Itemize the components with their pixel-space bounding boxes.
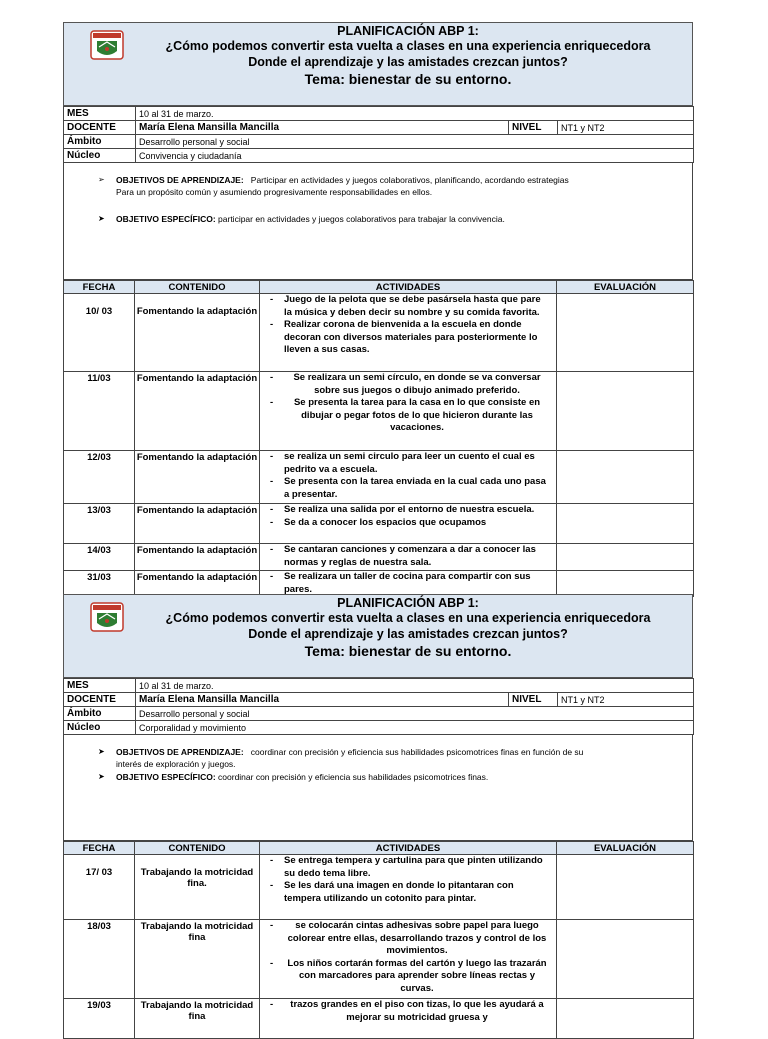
row-date: 19/03: [64, 999, 135, 1039]
mes-label: MES: [64, 107, 136, 121]
nivel-label: NIVEL: [509, 121, 558, 135]
nucleo-value: Convivencia y ciudadanía: [136, 149, 694, 163]
row-content: Fomentando la adaptación: [135, 451, 260, 504]
row-activities: [260, 504, 557, 544]
row-evaluation: [557, 294, 694, 372]
row-evaluation: [557, 544, 694, 571]
arrow-bullet-icon: ➤: [98, 772, 105, 781]
learning-objective-text: Participar en actividades y juegos colaborativos, planificando, acordando estrategias: [250, 175, 569, 185]
info-table: [63, 106, 694, 163]
guiding-question-line2: Donde el aprendizaje y las amistades crezcan juntos?: [248, 627, 568, 641]
guiding-question-line1: ¿Cómo podemos convertir esta vuelta a clases en una experiencia enriquecedora: [165, 39, 651, 53]
row-date: 14/03: [64, 544, 135, 571]
objectives-box: [63, 163, 693, 280]
docente-label: DOCENTE: [64, 693, 136, 707]
plan-title: PLANIFICACIÓN ABP 1:: [337, 596, 479, 610]
table-row: [64, 999, 694, 1039]
learning-objective-text2: Para un propósito común y asumiendo progresivamente responsabilidades en ellos.: [116, 187, 433, 197]
docente-label: DOCENTE: [64, 121, 136, 135]
nivel-value: NT1 y NT2: [558, 121, 694, 135]
learning-objective: [98, 746, 662, 758]
table-row: [64, 571, 694, 597]
header-banner: [63, 22, 693, 106]
specific-objective-label: OBJETIVO ESPECÍFICO:: [116, 772, 216, 782]
learning-objective-text2: interés de exploración y juegos.: [116, 759, 236, 769]
header-contenido: CONTENIDO: [135, 842, 260, 855]
learning-objective-cont: [116, 758, 662, 770]
table-row: [64, 855, 694, 920]
row-content: Fomentando la adaptación: [135, 372, 260, 451]
row-activities: [260, 294, 557, 372]
ambito-label: Ámbito: [64, 707, 136, 721]
learning-objective-label: OBJETIVOS DE APRENDIZAJE:: [116, 747, 244, 757]
header-banner: [63, 594, 693, 678]
row-evaluation: [557, 372, 694, 451]
activity-item: - Se realiza una salida por el entorno de nuestra escuela.: [280, 504, 550, 517]
planning-page-1: [63, 22, 693, 597]
activities-table: [63, 841, 694, 1039]
activity-item: - se realiza un semi circulo para leer un cuento el cual es pedrito va a escuela.: [280, 451, 550, 476]
school-logo-icon: [89, 601, 125, 633]
row-evaluation: [557, 920, 694, 999]
ambito-value: Desarrollo personal y social: [136, 135, 694, 149]
activity-item: - Juego de la pelota que se debe pasársela hasta que pare la música y deben decir su nombre y su comida favorita.: [280, 294, 550, 319]
row-activities: [260, 999, 557, 1039]
row-content: Trabajando la motricidad fina: [135, 920, 260, 999]
specific-objective-text: participar en actividades y juegos colaborativos para trabajar la convivencia.: [218, 214, 505, 224]
row-evaluation: [557, 999, 694, 1039]
row-content: Fomentando la adaptación: [135, 294, 260, 372]
row-activities: [260, 855, 557, 920]
mes-value: 10 al 31 de marzo.: [136, 107, 694, 121]
row-date: 31/03: [64, 571, 135, 597]
row-date: 12/03: [64, 451, 135, 504]
nucleo-label: Núcleo: [64, 721, 136, 735]
specific-objective: [98, 213, 662, 225]
nucleo-label: Núcleo: [64, 149, 136, 163]
row-evaluation: [557, 571, 694, 597]
header-fecha: FECHA: [64, 842, 135, 855]
row-content: Fomentando la adaptación: [135, 504, 260, 544]
row-content: Fomentando la adaptación: [135, 571, 260, 597]
row-activities: [260, 920, 557, 999]
objectives-box: [63, 735, 693, 841]
docente-value: María Elena Mansilla Mancilla: [136, 121, 509, 135]
header-actividades: ACTIVIDADES: [260, 281, 557, 294]
nivel-label: NIVEL: [509, 693, 558, 707]
row-date: 17/ 03: [64, 855, 135, 920]
docente-value: María Elena Mansilla Mancilla: [136, 693, 509, 707]
row-content: Trabajando la motricidad fina.: [135, 855, 260, 920]
row-activities: [260, 544, 557, 571]
guiding-question-line1: ¿Cómo podemos convertir esta vuelta a clases en una experiencia enriquecedora: [165, 611, 651, 625]
mes-value: 10 al 31 de marzo.: [136, 679, 694, 693]
activity-item: - Se da a conocer los espacios que ocupamos: [280, 517, 550, 530]
arrow-bullet-icon: ➤: [98, 747, 105, 756]
activity-item: - trazos grandes en el piso con tizas, lo que les ayudará a mejorar su motricidad gruesa y: [280, 999, 550, 1024]
learning-objective-text: coordinar con precisión y eficiencia sus habilidades psicomotrices finas en función de su: [250, 747, 584, 757]
row-evaluation: [557, 451, 694, 504]
row-activities: [260, 451, 557, 504]
row-date: 10/ 03: [64, 294, 135, 372]
activity-item: - Se presenta la tarea para la casa en lo que consiste en dibujar o pegar fotos de lo que hicieron durante las vacaciones.: [280, 397, 550, 435]
activity-item: - se colocarán cintas adhesivas sobre papel para luego colorear entre ellas, desarrollando trazos y control de los movimientos.: [280, 920, 550, 958]
row-date: 18/03: [64, 920, 135, 999]
learning-objective-label: OBJETIVOS DE APRENDIZAJE:: [116, 175, 244, 185]
table-row: [64, 920, 694, 999]
table-row: [64, 504, 694, 544]
row-date: 13/03: [64, 504, 135, 544]
row-content: Fomentando la adaptación: [135, 544, 260, 571]
specific-objective: [98, 771, 662, 783]
ambito-value: Desarrollo personal y social: [136, 707, 694, 721]
row-evaluation: [557, 855, 694, 920]
header-actividades: ACTIVIDADES: [260, 842, 557, 855]
row-content: Trabajando la motricidad fina: [135, 999, 260, 1039]
table-row: [64, 294, 694, 372]
header-contenido: CONTENIDO: [135, 281, 260, 294]
school-logo-icon: [89, 29, 125, 61]
header-evaluacion: EVALUACIÓN: [557, 281, 694, 294]
ambito-label: Ámbito: [64, 135, 136, 149]
guiding-question-line2: Donde el aprendizaje y las amistades crezcan juntos?: [248, 55, 568, 69]
specific-objective-label: OBJETIVO ESPECÍFICO:: [116, 214, 216, 224]
row-activities: [260, 571, 557, 597]
arrow-bullet-icon: ➢: [98, 175, 105, 184]
mes-label: MES: [64, 679, 136, 693]
activity-item: - Se les dará una imagen en donde lo pitantaran con tempera utilizando un cotonito para pintar.: [280, 880, 550, 905]
nucleo-value: Corporalidad y movimiento: [136, 721, 694, 735]
planning-page-2: [63, 594, 693, 1039]
activity-item: - Se entrega tempera y cartulina para que pinten utilizando su dedo tema libre.: [280, 855, 550, 880]
table-row: [64, 372, 694, 451]
theme-title: Tema: bienestar de su entorno.: [304, 643, 512, 659]
activity-item: - Se presenta con la tarea enviada en la cual cada uno pasa a presentar.: [280, 476, 550, 501]
row-activities: [260, 372, 557, 451]
activity-item: - Se realizara un semi círculo, en donde se va conversar sobre sus juegos o dibujo animado preferido.: [280, 372, 550, 397]
info-table: [63, 678, 694, 735]
activities-table: [63, 280, 694, 597]
row-evaluation: [557, 504, 694, 544]
header-fecha: FECHA: [64, 281, 135, 294]
activity-item: - Se realizara un taller de cocina para compartir con sus pares.: [280, 571, 550, 596]
theme-title: Tema: bienestar de su entorno.: [304, 71, 512, 87]
arrow-bullet-icon: ➤: [98, 214, 105, 223]
activity-item: - Realizar corona de bienvenida a la escuela en donde decoran con diversos materiales para posteriormente lo lleven a sus casas.: [280, 319, 550, 357]
activity-item: - Los niños cortarán formas del cartón y luego las trazarán con marcadores para aprender sobre líneas rectas y curvas.: [280, 958, 550, 996]
table-row: [64, 544, 694, 571]
header-evaluacion: EVALUACIÓN: [557, 842, 694, 855]
table-row: [64, 451, 694, 504]
specific-objective-text: coordinar con precisión y eficiencia sus habilidades psicomotrices finas.: [218, 772, 489, 782]
activity-item: - Se cantaran canciones y comenzara a dar a conocer las normas y reglas de nuestra sala.: [280, 544, 550, 569]
row-date: 11/03: [64, 372, 135, 451]
learning-objective: [98, 174, 662, 186]
learning-objective-cont: [116, 186, 662, 198]
nivel-value: NT1 y NT2: [558, 693, 694, 707]
plan-title: PLANIFICACIÓN ABP 1:: [337, 24, 479, 38]
